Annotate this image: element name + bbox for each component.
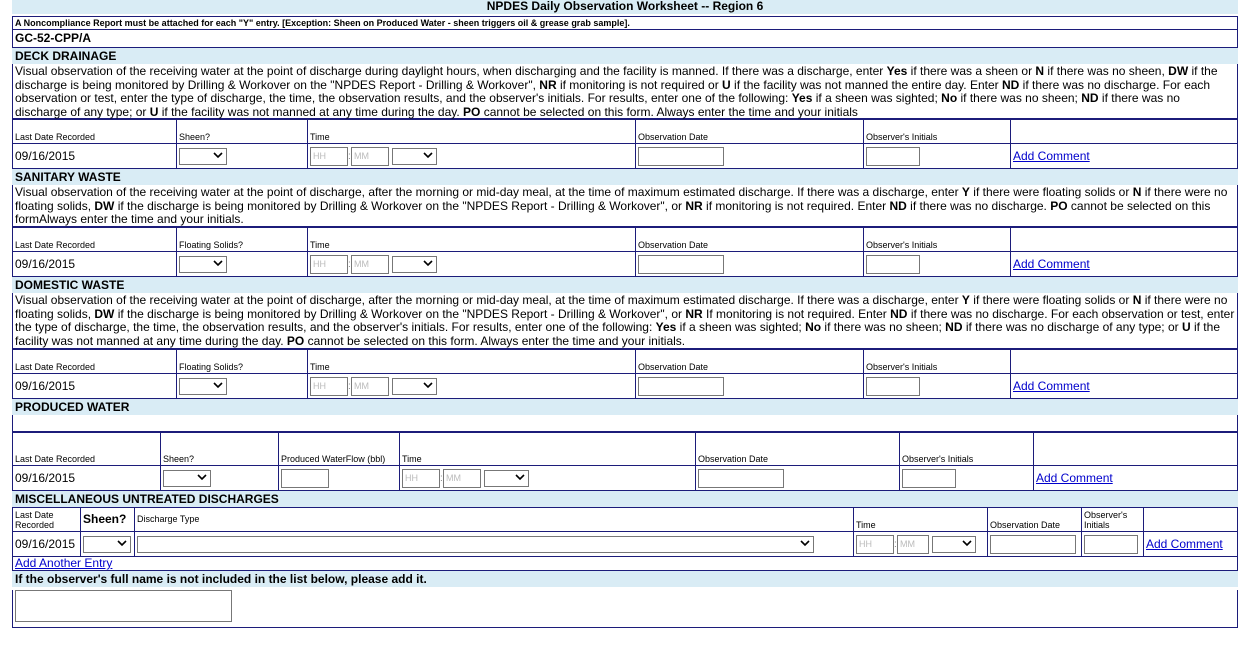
- domestic-table: Last Date Recorded Floating Solids? Time Observation Date Observer's Initials 09/16/2015 HH : MM Add Comment: [12, 349, 1238, 399]
- keyword: ND: [889, 198, 907, 213]
- hour-input[interactable]: HH: [402, 469, 440, 488]
- minute-input[interactable]: MM: [351, 255, 389, 274]
- description-text: if there was no discharge of any type; or: [962, 320, 1182, 335]
- col-header-blank: [1011, 228, 1238, 252]
- minute-input[interactable]: MM: [351, 147, 389, 166]
- description-text: if monitoring is not required or: [556, 77, 723, 92]
- keyword: U: [722, 77, 731, 92]
- description-text: if the discharge is being monitored by Drilling & Workover on the "NPDES Report - Drilling & Workover",: [15, 64, 1218, 92]
- chevron-down-icon: [213, 151, 223, 159]
- chevron-down-icon: [423, 259, 433, 267]
- col-header-observation-date: Observation Date: [696, 433, 900, 466]
- keyword: Y: [961, 293, 970, 307]
- minute-input[interactable]: MM: [351, 377, 389, 396]
- observer-initials-input[interactable]: [902, 469, 956, 488]
- keyword: PO: [463, 104, 481, 119]
- col-header-observation-date: Observation Date: [636, 350, 864, 374]
- col-header-sheen: Sheen?: [177, 120, 308, 144]
- keyword: No: [941, 91, 958, 106]
- description-text: if there were floating solids or: [969, 293, 1133, 307]
- chevron-down-icon: [213, 381, 223, 389]
- col-header-blank: [1034, 433, 1238, 466]
- last-date-value: 09/16/2015: [13, 466, 161, 491]
- col-header-sheen: Sheen?: [81, 508, 135, 532]
- keyword: ND: [945, 320, 963, 335]
- minute-input[interactable]: MM: [897, 535, 929, 554]
- keyword: N: [1132, 185, 1142, 199]
- hour-input[interactable]: HH: [310, 147, 348, 166]
- noncompliance-notice: A Noncompliance Report must be attached for each "Y" entry. [Exception: Sheen on Produced Water - sheen triggers oil & grease grab sample].: [12, 16, 1238, 30]
- last-date-value: 09/16/2015: [13, 532, 81, 557]
- observer-initials-input[interactable]: [1084, 535, 1138, 554]
- col-header-blank: [1011, 120, 1238, 144]
- add-comment-link[interactable]: Add Comment: [1036, 471, 1113, 485]
- section-heading-domestic-waste: DOMESTIC WASTE: [12, 277, 1238, 293]
- description-text: if the discharge is being monitored by Drilling & Workover on the "NPDES Report - Drilling & Workover", or: [114, 306, 686, 321]
- col-header-time: Time: [308, 120, 636, 144]
- worksheet: [12, 0, 1238, 628]
- misc-table: Last Date Recorded Sheen? Discharge Type Time Observation Date Observer's Initials 09/16/2015 HH : MM Add Comment: [12, 507, 1238, 557]
- col-header-observation-date: Observation Date: [988, 508, 1082, 532]
- chevron-down-icon: [800, 539, 810, 547]
- description-text: if there were floating solids or: [969, 185, 1133, 199]
- description-text: if there were no floating solids,: [15, 185, 1228, 213]
- hour-input[interactable]: HH: [310, 377, 348, 396]
- description-text: cannot be selected on this form. Always enter the time and your initials.: [304, 333, 686, 348]
- keyword: Yes: [655, 320, 677, 335]
- description-text: if there was no discharge. For each observation or test, enter the type of discharge, the time, the observation results, and the observer's initials. For results, enter one of the following:: [15, 306, 1235, 335]
- add-comment-link[interactable]: Add Comment: [1013, 379, 1090, 393]
- description-text: if there were no floating solids,: [15, 293, 1228, 321]
- floating-solids-select[interactable]: [179, 256, 227, 273]
- col-header-floating-solids: Floating Solids?: [177, 228, 308, 252]
- description-text: If monitoring is not required. Enter: [702, 306, 891, 321]
- col-header-observer-initials: Observer's Initials: [864, 350, 1011, 374]
- chevron-down-icon: [423, 151, 433, 159]
- description-text: if there was no discharge of any type; or: [15, 91, 1180, 119]
- discharge-type-select[interactable]: [137, 536, 814, 553]
- sheen-select[interactable]: [179, 148, 227, 165]
- observer-note: If the observer's full name is not included in the list below, please add it.: [12, 571, 1238, 587]
- add-another-row: [12, 557, 1238, 571]
- observer-name-textarea[interactable]: [15, 590, 232, 622]
- ampm-select[interactable]: [392, 148, 437, 165]
- chevron-down-icon: [197, 473, 207, 481]
- keyword: PO: [286, 333, 305, 348]
- col-header-time: Time: [400, 433, 696, 466]
- chevron-down-icon: [213, 259, 223, 267]
- keyword: No: [805, 320, 822, 335]
- observation-date-input[interactable]: [698, 469, 784, 488]
- chevron-down-icon: [423, 381, 433, 389]
- col-header-blank: [1144, 508, 1238, 532]
- water-flow-input[interactable]: [281, 469, 329, 488]
- description-text: if the facility was not manned at any time during the day.: [158, 104, 464, 119]
- minute-input[interactable]: MM: [443, 469, 481, 488]
- description-text: if a sheen was sighted;: [812, 91, 942, 106]
- keyword: ND: [1081, 91, 1099, 106]
- section-heading-sanitary-waste: SANITARY WASTE: [12, 169, 1238, 185]
- hour-input[interactable]: HH: [310, 255, 348, 274]
- description-text: Visual observation of the receiving water at the point of discharge, after the morning or mid-day meal, at the time of maximum estimated discharge. If there was a discharge, enter: [15, 185, 962, 199]
- description-text: if monitoring is not required. Enter: [702, 198, 890, 213]
- observer-initials-input[interactable]: [866, 255, 920, 274]
- chevron-down-icon: [117, 539, 127, 547]
- description-text: if there was a sheen or: [907, 64, 1036, 78]
- keyword: ND: [1001, 77, 1020, 92]
- chevron-down-icon: [515, 473, 525, 481]
- deck-table: Last Date Recorded Sheen? Time Observation Date Observer's Initials 09/16/2015 HH : MM Add Comment: [12, 119, 1238, 169]
- col-header-last-date: Last Date Recorded: [13, 228, 177, 252]
- add-another-entry-link[interactable]: Add Another Entry: [15, 556, 113, 570]
- section-heading-deck-drainage: DECK DRAINAGE: [12, 48, 1238, 64]
- col-header-sheen: Sheen?: [161, 433, 279, 466]
- keyword: Yes: [886, 64, 908, 78]
- floating-solids-select[interactable]: [179, 378, 227, 395]
- domestic-description: [12, 293, 1238, 349]
- col-header-observation-date: Observation Date: [636, 228, 864, 252]
- produced-table: Last Date Recorded Sheen? Produced WaterFlow (bbl) Time Observation Date Observer's Initials 09/16/2015 HH : MM Add Comment: [12, 432, 1238, 491]
- col-header-observation-date: Observation Date: [636, 120, 864, 144]
- keyword: DW: [94, 198, 115, 213]
- description-text: if there was no discharge. For each observation or test, enter the type of discharge, the time, the observation results, and the observer's initials. For results, enter one of the following:: [15, 77, 1211, 106]
- ampm-select[interactable]: [484, 470, 529, 487]
- description-text: if the facility was not manned at any time during the day.: [15, 320, 1220, 348]
- col-header-blank: [1011, 350, 1238, 374]
- observation-date-input[interactable]: [990, 535, 1076, 554]
- observation-date-input[interactable]: [638, 255, 724, 274]
- observer-name-area: [12, 590, 1238, 628]
- col-header-discharge-type: Discharge Type: [135, 508, 854, 532]
- sanitary-table: Last Date Recorded Floating Solids? Time Observation Date Observer's Initials 09/16/2015 HH : MM Add Comment: [12, 227, 1238, 277]
- produced-description: [12, 415, 1238, 432]
- description-text: if there was no sheen;: [957, 91, 1082, 106]
- keyword: Y: [961, 185, 970, 199]
- keyword: NR: [685, 198, 703, 213]
- hour-input[interactable]: HH: [856, 535, 894, 554]
- keyword: N: [1132, 293, 1142, 307]
- last-date-value: 09/16/2015: [13, 374, 177, 399]
- keyword: N: [1035, 64, 1045, 78]
- chevron-down-icon: [962, 539, 972, 547]
- sanitary-description: [12, 185, 1238, 227]
- add-comment-link[interactable]: Add Comment: [1013, 257, 1090, 271]
- sheen-select[interactable]: [83, 536, 131, 553]
- page-title: NPDES Daily Observation Worksheet -- Region 6: [12, 0, 1238, 14]
- observer-initials-input[interactable]: [866, 377, 920, 396]
- keyword: U: [149, 104, 159, 119]
- ampm-select[interactable]: [932, 536, 976, 553]
- description-text: cannot be selected on this formAlways enter the time and your initials.: [15, 198, 1211, 227]
- add-comment-link[interactable]: Add Comment: [1146, 537, 1223, 551]
- col-header-time: Time: [854, 508, 988, 532]
- keyword: DW: [1168, 64, 1189, 78]
- keyword: ND: [890, 306, 908, 321]
- add-comment-link[interactable]: Add Comment: [1013, 149, 1090, 163]
- description-text: if the discharge is being monitored by Drilling & Workover on the "NPDES Report - Drilling & Workover", or: [114, 198, 686, 213]
- ampm-select[interactable]: [392, 256, 437, 273]
- ampm-select[interactable]: [392, 378, 437, 395]
- col-header-observer-initials: Observer's Initials: [864, 228, 1011, 252]
- description-text: if there was no discharge.: [906, 198, 1051, 213]
- last-date-value: 09/16/2015: [13, 252, 177, 277]
- keyword: U: [1181, 320, 1191, 335]
- col-header-water-flow: Produced WaterFlow (bbl): [279, 433, 400, 466]
- sheen-select[interactable]: [163, 470, 211, 487]
- last-date-value: 09/16/2015: [13, 144, 177, 169]
- description-text: if a sheen was sighted;: [676, 320, 806, 335]
- description-text: if there was no sheen;: [821, 320, 946, 335]
- col-header-last-date: Last Date Recorded: [13, 120, 177, 144]
- section-heading-produced-water: PRODUCED WATER: [12, 399, 1238, 415]
- description-text: Visual observation of the receiving water at the point of discharge during daylight hours, when discharging and the facility is manned. If there was a discharge, enter: [15, 64, 887, 78]
- form-id: GC-52-CPP/A: [12, 30, 1238, 48]
- col-header-time: Time: [308, 350, 636, 374]
- keyword: PO: [1050, 198, 1068, 213]
- keyword: DW: [94, 306, 115, 321]
- observation-date-input[interactable]: [638, 377, 724, 396]
- observer-initials-input[interactable]: [866, 147, 920, 166]
- col-header-observer-initials: Observer's Initials: [1082, 508, 1144, 532]
- section-heading-misc-discharges: MISCELLANEOUS UNTREATED DISCHARGES: [12, 491, 1238, 507]
- keyword: NR: [685, 306, 703, 321]
- col-header-observer-initials: Observer's Initials: [864, 120, 1011, 144]
- col-header-last-date: Last Date Recorded: [13, 433, 161, 466]
- deck-description: [12, 64, 1238, 119]
- keyword: NR: [539, 77, 557, 92]
- description-text: cannot be selected on this form. Always enter the time and your initials: [480, 104, 858, 119]
- keyword: Yes: [791, 91, 813, 106]
- description-text: Visual observation of the receiving water at the point of discharge, after the morning or mid-day meal, at the time of maximum estimated discharge. If there was a discharge, enter: [15, 293, 962, 307]
- col-header-last-date: Last Date Recorded: [13, 350, 177, 374]
- col-header-last-date: Last Date Recorded: [13, 508, 81, 532]
- col-header-observer-initials: Observer's Initials: [900, 433, 1034, 466]
- col-header-time: Time: [308, 228, 636, 252]
- col-header-floating-solids: Floating Solids?: [177, 350, 308, 374]
- description-text: if there was no sheen,: [1044, 64, 1169, 78]
- description-text: if the facility was not manned the entire day. Enter: [730, 77, 1002, 92]
- observation-date-input[interactable]: [638, 147, 724, 166]
